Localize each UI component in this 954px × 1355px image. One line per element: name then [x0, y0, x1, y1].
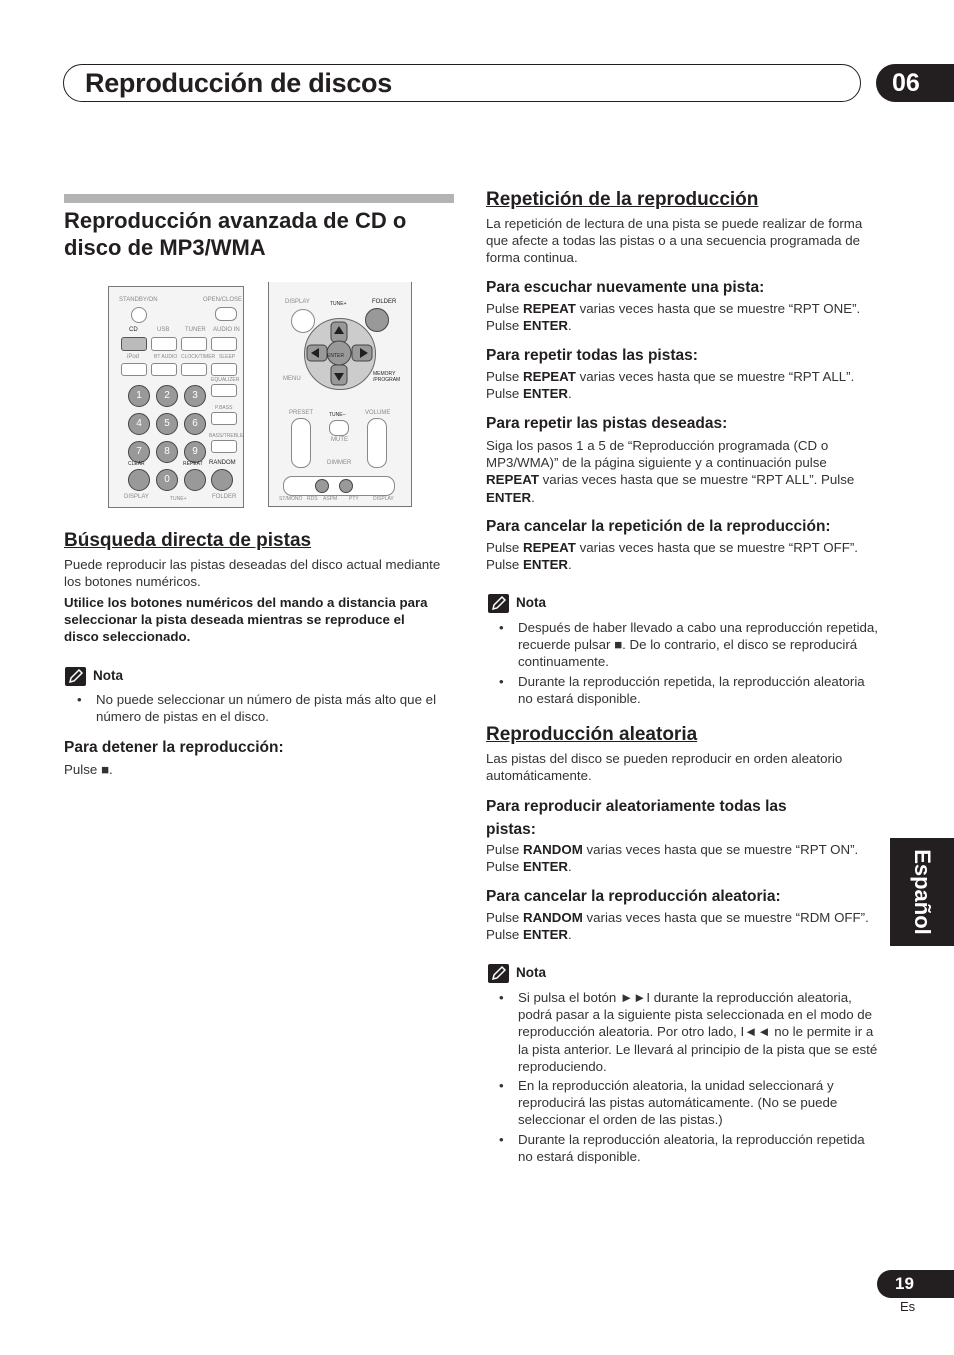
detener-body: Pulse ■.	[64, 762, 113, 777]
aleatoria-s1-heading-line1: Para reproducir aleatoriamente todas las	[486, 798, 787, 815]
key-enter: ENTER	[486, 489, 532, 505]
nota-2-item: • Después de haber llevado a cabo una reproducción repetida, recuerde pulsar ■. De lo contrario, el disco se reproducirá continuamente.	[486, 619, 878, 671]
key-random: RANDOM	[522, 910, 583, 925]
equalizer-button-icon	[211, 384, 237, 397]
text-run: varias veces hasta que se muestre “RPT ALL”. Pulse	[486, 369, 855, 402]
sleep-button-icon	[211, 363, 237, 376]
language-side-tab-label	[890, 838, 954, 946]
remote-r-label-display: DISPLAY	[285, 299, 310, 305]
eject-button-icon	[215, 307, 237, 321]
remote-label-sleep: SLEEP	[219, 354, 236, 360]
text-run: Pulse	[486, 369, 523, 384]
clear-button-icon	[128, 469, 150, 491]
remote-label-tune-plus: TUNE+	[170, 496, 187, 502]
text-run: varias veces hasta que se muestre “RDM OFF”. Pulse	[486, 910, 869, 943]
remote-r-label-pty: PTY	[349, 496, 359, 502]
nota-3-list	[486, 989, 878, 1167]
key-repeat: REPEAT	[486, 472, 539, 488]
key-enter: ENTER	[522, 557, 569, 573]
aleatoria-heading: Reproducción aleatoria	[486, 724, 698, 745]
repeticion-s4-heading: Para cancelar la repetición de la reproducción:	[486, 518, 831, 535]
volume-rocker-icon	[367, 418, 387, 468]
remote-right-illustration	[268, 282, 412, 507]
section-title-line2: disco de MP3/WMA	[64, 235, 266, 260]
nota-3-item: • En la reproducción aleatoria, la unidad seleccionará y reproducirá las pistas automáticamente. (No se puede seleccionar el orden de las pistas.)	[486, 1077, 878, 1129]
section-bar	[64, 194, 454, 203]
nota-3-item: • Si pulsa el botón ►►I durante la reproducción aleatoria, podrá pasar a la siguiente pista seleccionada en el modo de reproducción aleatoria. Por otro lado, I◄◄ no le permite ir a la pista anterior. Le llevará al principio de la pista que se esté reproduciendo.	[486, 989, 878, 1075]
digit-6-button: 6	[184, 413, 206, 435]
cd-button-icon	[121, 337, 147, 351]
busqueda-body: Puede reproducir las pistas deseadas del disco actual mediante los botones numéricos.	[64, 557, 441, 590]
chapter-badge: 06	[876, 64, 954, 102]
remote-label-open-close: OPEN/CLOSE	[203, 297, 243, 303]
text-run: varias veces hasta que se muestre “RPT OFF”. Pulse	[486, 540, 858, 573]
remote-r-label-mute: MUTE	[331, 437, 348, 443]
key-enter: ENTER	[522, 859, 569, 875]
digit-4-button: 4	[128, 413, 150, 435]
remote-r-label-rds: RDS	[307, 496, 318, 502]
text-run: .	[568, 557, 572, 573]
section-title	[64, 207, 406, 261]
remote-label-clear: CLEAR	[128, 461, 145, 467]
nota-1-item: • No puede seleccionar un número de pista más alto que el número de pistas en el disco.	[64, 691, 456, 725]
repeticion-s3-body	[486, 437, 881, 506]
remote-label-ipod: iPod	[127, 354, 140, 360]
clock-button-icon	[181, 363, 207, 376]
digit-2-button: 2	[156, 385, 178, 407]
aleatoria-body: Las pistas del disco se pueden reproducir en orden aleatorio automáticamente.	[486, 751, 843, 784]
remote-r-label-dimmer: DIMMER	[327, 460, 352, 466]
text-run: Pulse	[486, 301, 523, 316]
pbass-button-icon	[211, 412, 237, 425]
key-enter: ENTER	[522, 386, 569, 402]
pencil-note-icon	[65, 667, 86, 686]
random-button-icon	[211, 469, 233, 491]
aleatoria-s1-heading	[486, 795, 878, 841]
key-repeat: REPEAT	[522, 301, 576, 316]
remote-label-audio-in: AUDIO IN	[213, 327, 240, 333]
bass-treble-button-icon	[211, 440, 237, 453]
stop-button-icon	[315, 479, 329, 493]
preset-rocker-icon	[291, 418, 311, 468]
digit-8-button: 8	[156, 441, 178, 463]
remote-label-bass-treble: BASS/TREBLE	[209, 433, 244, 439]
key-enter: ENTER	[522, 927, 569, 943]
audio-in-button-icon	[211, 337, 237, 351]
page-title: Reproducción de discos	[85, 68, 392, 98]
nota-2-header	[488, 593, 546, 613]
remote-label-pbass: P.BASS	[215, 405, 233, 411]
remote-label-repeat: REPEAT	[183, 461, 203, 467]
remote-r-label-folder: FOLDER	[372, 299, 397, 305]
digit-7-button: 7	[128, 441, 150, 463]
repeticion-s2-heading: Para repetir todas las pistas:	[486, 347, 698, 364]
remote-label-cd: CD	[129, 327, 138, 333]
remote-left-illustration	[108, 286, 244, 508]
remote-label-clock-timer: CLOCK/TIMER	[181, 354, 216, 360]
section-title-line1: Reproducción avanzada de CD o	[64, 208, 407, 233]
remote-label-bt-audio: BT AUDIO	[154, 354, 178, 360]
repeticion-s1-body	[486, 300, 878, 334]
remote-label-equalizer: EQUALIZER	[211, 377, 240, 383]
remote-r-label-tune-plus: TUNE+	[330, 301, 347, 307]
key-repeat: REPEAT	[522, 369, 576, 384]
pencil-note-icon	[488, 594, 509, 613]
nota-1-label: Nota	[93, 668, 123, 683]
remote-r-label-aspm: ASPM	[323, 496, 338, 502]
remote-r-label-preset: PRESET	[289, 410, 314, 416]
language-side-tab-text: Español	[910, 849, 936, 935]
nota-1-header	[65, 666, 123, 686]
remote-r-label-enter: ENTER	[327, 353, 344, 359]
key-enter: ENTER	[522, 318, 569, 334]
nota-3-label: Nota	[516, 965, 546, 980]
detener-heading: Para detener la reproducción:	[64, 739, 284, 756]
aleatoria-s1-heading-line2: pistas:	[486, 821, 536, 838]
aleatoria-s2-body	[486, 909, 871, 943]
play-pause-button-icon	[339, 479, 353, 493]
key-random: RANDOM	[522, 842, 583, 857]
nota-1-list	[64, 691, 456, 727]
text-run: .	[568, 927, 572, 943]
nota-3-header	[488, 963, 546, 983]
digit-0-button: 0	[156, 469, 178, 491]
text-run: .	[568, 859, 572, 875]
repeticion-heading: Repetición de la reproducción	[486, 189, 759, 210]
text-run: varias veces hasta que se muestre “RPT ONE”. Pulse	[486, 301, 861, 334]
digit-1-button: 1	[128, 385, 150, 407]
text-run: Pulse	[486, 910, 523, 925]
remote-r-label-display2: DISPLAY	[373, 496, 394, 502]
pencil-note-icon	[488, 964, 509, 983]
nota-2-list	[486, 619, 878, 709]
remote-label-random: RANDOM	[209, 460, 236, 466]
text-run: .	[531, 489, 535, 505]
remote-label-usb: USB	[157, 327, 170, 333]
text-run: .	[568, 318, 572, 334]
remote-r-label-volume: VOLUME	[365, 410, 391, 416]
page-language: Es	[900, 1299, 916, 1314]
repeticion-s4-body	[486, 539, 878, 573]
mute-button-icon	[329, 420, 349, 436]
digit-9-button: 9	[184, 441, 206, 463]
busqueda-heading: Búsqueda directa de pistas	[64, 530, 312, 551]
text-run: Siga los pasos 1 a 5 de “Reproducción programada (CD o MP3/WMA)” de la página siguiente y a continuación pulse	[486, 438, 829, 471]
text-run: Pulse	[486, 540, 523, 555]
usb-button-icon	[151, 337, 177, 351]
digit-3-button: 3	[184, 385, 206, 407]
repeat-button-icon	[184, 469, 206, 491]
page-number: 19	[877, 1270, 954, 1298]
power-button-icon	[131, 307, 147, 323]
text-run: Pulse	[486, 842, 523, 857]
nota-2-item: • Durante la reproducción repetida, la reproducción aleatoria no estará disponible.	[486, 673, 878, 707]
repeticion-s2-body	[486, 368, 878, 402]
key-repeat: REPEAT	[522, 540, 576, 555]
text-run: .	[568, 386, 572, 402]
digit-5-button: 5	[156, 413, 178, 435]
remote-r-label-stmono: ST/MONO	[279, 496, 303, 502]
tuner-button-icon	[181, 337, 207, 351]
remote-r-label-menu: MENU	[283, 376, 301, 382]
remote-label-display: DISPLAY	[124, 494, 149, 500]
remote-label-folder: FOLDER	[212, 494, 237, 500]
repeticion-s3-heading: Para repetir las pistas deseadas:	[486, 415, 728, 432]
busqueda-instruction: Utilice los botones numéricos del mando a distancia para seleccionar la pista deseada mientras se reproduce el disco seleccionado.	[64, 595, 428, 645]
aleatoria-s2-heading: Para cancelar la reproducción aleatoria:	[486, 888, 781, 905]
text-run: varias veces hasta que se muestre “RPT ON”. Pulse	[486, 842, 859, 875]
remote-r-label-memory: MEMORY /PROGRAM	[373, 371, 401, 383]
remote-label-standby: STANDBY/ON	[119, 297, 158, 303]
text-run: varias veces hasta que se muestre “RPT ALL”. Pulse	[538, 472, 855, 488]
remote-label-tuner: TUNER	[185, 327, 206, 333]
aleatoria-s1-body	[486, 841, 866, 875]
nota-3-item: • Durante la reproducción aleatoria, la reproducción repetida no estará disponible.	[486, 1131, 878, 1165]
bt-audio-button-icon	[151, 363, 177, 376]
ipod-button-icon	[121, 363, 147, 376]
repeticion-s1-heading: Para escuchar nuevamente una pista:	[486, 279, 765, 296]
nota-2-label: Nota	[516, 595, 546, 610]
remote-r-label-tune-minus: TUNE–	[329, 412, 346, 418]
repeticion-body: La repetición de lectura de una pista se puede realizar de forma que afecte a todas las pistas o a una secuencia programada de forma continua.	[486, 216, 863, 266]
